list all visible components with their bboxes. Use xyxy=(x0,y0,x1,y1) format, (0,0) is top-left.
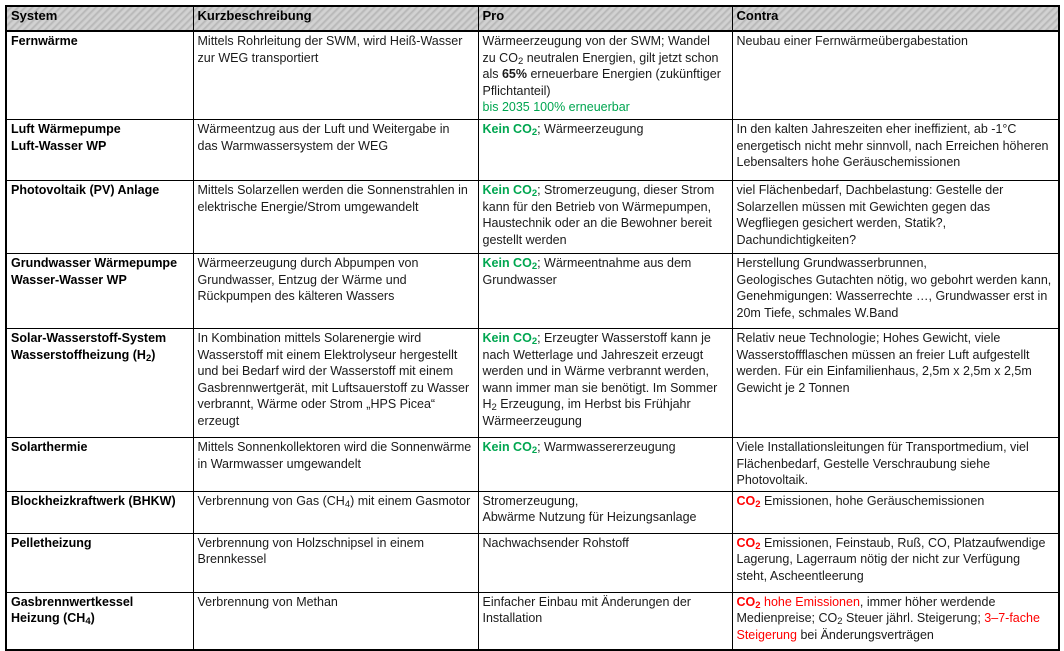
text-segment: Kein CO xyxy=(482,331,532,345)
cell-kurz xyxy=(193,533,478,592)
text-segment: Solarthermie xyxy=(11,440,88,454)
text-segment: 2 xyxy=(531,336,538,347)
text-segment: 65% xyxy=(501,67,527,81)
text-segment: ; Erzeugter Wasserstoff kann je nach Wetterlage und Jahreszeit erzeugt werden und in Wärme verbrannt werden, wann immer man sie benötigt. Im Sommer H xyxy=(482,331,718,411)
text-segment: ; Stromerzeugung, dieser Strom kann für den Betrieb von Wärmepumpen, Haustechnik oder an die Bewohner bereit gestellt werden xyxy=(482,183,715,247)
cell-paragraph xyxy=(483,33,727,99)
table-row xyxy=(6,491,1059,533)
cell-paragraph xyxy=(737,33,1054,50)
text-segment: neutralen Energien, gilt jetzt schon als xyxy=(482,50,719,81)
cell-pro xyxy=(478,31,732,120)
cell-paragraph xyxy=(11,121,188,138)
text-segment: Wärmeentzug aus der Luft und Weitergabe in das Warmwassersystem der WEG xyxy=(197,122,450,153)
cell-paragraph xyxy=(11,138,188,155)
cell-paragraph xyxy=(483,182,727,248)
cell-paragraph xyxy=(483,99,727,116)
text-segment: Gasbrennwertkessel xyxy=(11,594,134,609)
text-segment: bis 2035 100% erneuerbar xyxy=(482,100,630,114)
cell-paragraph xyxy=(11,347,188,364)
column-header-contra: Contra xyxy=(732,6,1059,31)
text-segment: , immer höher werdende Medienpreise; CO xyxy=(736,594,996,625)
text-segment: Wasser-Wasser WP xyxy=(11,272,127,287)
text-segment: ; Warmwassererzeugung xyxy=(537,440,676,454)
text-segment: Fernwärme xyxy=(11,34,78,48)
text-segment: 2 xyxy=(531,188,538,199)
text-segment: 4 xyxy=(85,616,91,627)
cell-pro xyxy=(478,491,732,533)
text-segment: Herstellung Grundwasserbrunnen, xyxy=(736,256,927,270)
cell-paragraph xyxy=(198,182,473,215)
cell-paragraph xyxy=(198,493,473,510)
cell-kurz xyxy=(193,254,478,329)
cell-paragraph xyxy=(483,330,727,429)
cell-kurz xyxy=(193,181,478,254)
text-segment: Abwärme Nutzung für Heizungsanlage xyxy=(482,510,697,524)
cell-system xyxy=(6,592,193,650)
text-segment: Mittels Solarzellen werden die Sonnenstrahlen in elektrische Energie/Strom umgewandelt xyxy=(197,183,468,214)
cell-kurz xyxy=(193,329,478,438)
text-segment: Mittels Rohrleitung der SWM, wird Heiß-Wasser zur WEG transportiert xyxy=(197,34,463,65)
table-row xyxy=(6,120,1059,181)
text-segment: Steuer jährl. Steigerung; xyxy=(842,611,985,625)
text-segment: Relativ neue Technologie; Hohes Gewicht, viele Wasserstoffflaschen müssen an freier Luft aufgestellt werden. Für ein Einfamilienhaus, 2,5m x 2,5m x 2,5m Gewicht je 2 Tonnen xyxy=(736,331,1032,395)
column-header-system: System xyxy=(6,6,193,31)
table-row xyxy=(6,533,1059,592)
cell-paragraph xyxy=(198,330,473,429)
text-segment: Geologisches Gutachten nötig, wo gebohrt werden kann, Genehmigungen: Wasserrechte …, Grundwasser erst in 20m Tiefe, schmales W.Band xyxy=(736,272,1052,320)
cell-paragraph xyxy=(483,493,727,510)
text-segment: ; Wärmeerzeugung xyxy=(537,122,644,136)
cell-paragraph xyxy=(483,255,727,288)
text-segment: 2 xyxy=(145,352,152,364)
cell-system xyxy=(6,120,193,181)
table-row xyxy=(6,254,1059,329)
text-segment: In den kalten Jahreszeiten eher ineffizient, ab -1°C energetisch nicht mehr sinnvoll, nach Erreichen höheren Lebensalters hohe Geräuschemissionen xyxy=(736,122,1049,169)
text-segment: Pelletheizung xyxy=(11,535,92,550)
text-segment: CO xyxy=(736,493,756,508)
cell-contra xyxy=(732,31,1059,120)
cell-paragraph xyxy=(737,121,1054,171)
table-header-row xyxy=(6,6,1059,31)
cell-contra xyxy=(732,533,1059,592)
system-comparison-table xyxy=(5,5,1060,651)
cell-paragraph xyxy=(737,272,1054,322)
text-segment: ) mit einem Gasmotor xyxy=(350,493,471,508)
text-segment: Verbrennung von Holzschnipsel in einem Brennkessel xyxy=(197,535,425,566)
text-segment: ) xyxy=(151,347,156,362)
text-segment: Verbrennung von Methan xyxy=(197,594,338,609)
cell-system xyxy=(6,533,193,592)
text-segment: viel Flächenbedarf, Dachbelastung: Gestelle der Solarzellen müssen mit Gewichten gegen das Wegfliegen gesichert werden, Statik?, Dachundichtigkeiten? xyxy=(736,183,1004,247)
cell-system xyxy=(6,329,193,438)
table-row xyxy=(6,329,1059,438)
cell-kurz xyxy=(193,438,478,492)
cell-paragraph xyxy=(11,272,188,289)
text-segment: CO xyxy=(736,594,756,609)
text-segment: Emissionen, hohe Geräuschemissionen xyxy=(760,493,985,508)
cell-kurz xyxy=(193,120,478,181)
text-segment: Verbrennung von Gas (CH xyxy=(197,493,345,508)
text-segment: Luft-Wasser WP xyxy=(11,138,107,153)
cell-paragraph xyxy=(483,535,727,552)
text-segment: In Kombination mittels Solarenergie wird Wasserstoff mit einem Elektrolyseur hergestellt und bei Bedarf wird der Wasserstoff mit einem Gasbrennwertgerät, mit Luftsauerstoff zu Wasser verbrannt, Wärme oder Strom „HPS Picea“ erzeugt xyxy=(197,331,470,428)
text-segment: Viele Installationsleitungen für Transportmedium, viel Flächenbedarf, Gestelle Verschraubung siehe Photovoltaik. xyxy=(736,440,1029,487)
cell-system xyxy=(6,181,193,254)
text-segment: erneuerbare Energien (zukünftiger Pflichtanteil) xyxy=(482,67,721,98)
text-segment: 2 xyxy=(517,55,524,67)
text-segment: 2 xyxy=(531,445,538,456)
cell-paragraph xyxy=(483,439,727,456)
cell-paragraph xyxy=(483,509,727,526)
cell-paragraph xyxy=(11,493,188,510)
cell-system xyxy=(6,254,193,329)
cell-paragraph xyxy=(737,594,1054,644)
text-segment: Blockheizkraftwerk (BHKW) xyxy=(11,493,176,508)
text-segment: Emissionen, Feinstaub, Ruß, CO, Platzaufwendige Lagerung, Lagerraum nötig der nicht zur Verfügung steht, Ascheentleerung xyxy=(736,535,1046,583)
cell-contra xyxy=(732,592,1059,650)
cell-pro xyxy=(478,329,732,438)
cell-system xyxy=(6,438,193,492)
text-segment: 3–7-fache Steigerung xyxy=(736,611,1040,642)
cell-paragraph xyxy=(737,255,1054,272)
text-segment: Kein CO xyxy=(482,256,532,270)
text-segment: 2 xyxy=(755,540,761,552)
text-segment: ) xyxy=(90,611,95,625)
cell-paragraph xyxy=(198,121,473,154)
cell-paragraph xyxy=(737,182,1054,248)
text-segment: Kein CO xyxy=(482,440,532,454)
table-row xyxy=(6,181,1059,254)
cell-paragraph xyxy=(11,610,188,627)
text-segment: Kein CO xyxy=(482,183,532,197)
cell-contra xyxy=(732,491,1059,533)
table-body xyxy=(6,31,1059,650)
cell-pro xyxy=(478,254,732,329)
table-row xyxy=(6,592,1059,650)
cell-paragraph xyxy=(737,330,1054,396)
text-segment: Luft Wärmepumpe xyxy=(11,122,121,136)
cell-paragraph xyxy=(198,439,473,472)
cell-kurz xyxy=(193,592,478,650)
text-segment: Wärmeerzeugung durch Abpumpen von Grundwasser, Entzug der Wärme und Rückpumpen des kälteren Wassers xyxy=(197,256,419,303)
cell-paragraph xyxy=(11,33,188,50)
cell-pro xyxy=(478,592,732,650)
cell-paragraph xyxy=(737,535,1054,585)
text-segment: Neubau einer Fernwärmeübergabestation xyxy=(736,34,968,48)
cell-paragraph xyxy=(198,535,473,568)
cell-paragraph xyxy=(737,439,1054,489)
text-segment: Solar-Wasserstoff-System xyxy=(11,331,167,345)
cell-paragraph xyxy=(11,439,188,456)
text-segment: Grundwasser Wärmepumpe xyxy=(11,256,178,270)
cell-paragraph xyxy=(198,594,473,611)
cell-kurz xyxy=(193,31,478,120)
text-segment: Wasserstoffheizung (H xyxy=(11,347,146,362)
text-segment: 2 xyxy=(755,498,761,510)
table-row xyxy=(6,438,1059,492)
column-header-pro: Pro xyxy=(478,6,732,31)
text-segment: Mittels Sonnenkollektoren wird die Sonnenwärme in Warmwasser umgewandelt xyxy=(197,440,472,471)
text-segment: Erzeugung, im Herbst bis Frühjahr Wärmeerzeugung xyxy=(482,397,691,428)
cell-paragraph xyxy=(11,255,188,272)
text-segment: 2 xyxy=(491,402,497,413)
cell-system xyxy=(6,31,193,120)
text-segment: 2 xyxy=(837,616,843,627)
cell-pro xyxy=(478,181,732,254)
text-segment: hohe Emissionen xyxy=(760,594,860,609)
text-segment: Wärmeerzeugung von der SWM; Wandel zu CO xyxy=(482,34,710,65)
text-segment: Photovoltaik (PV) Anlage xyxy=(11,183,160,197)
cell-paragraph xyxy=(11,535,188,552)
text-segment: 2 xyxy=(531,127,538,138)
cell-pro xyxy=(478,120,732,181)
cell-contra xyxy=(732,254,1059,329)
text-segment: 4 xyxy=(344,498,351,510)
cell-paragraph xyxy=(11,182,188,199)
text-segment: Nachwachsender Rohstoff xyxy=(482,535,629,550)
text-segment: Kein CO xyxy=(482,122,532,136)
text-segment: Stromerzeugung, xyxy=(482,493,579,508)
text-segment: 2 xyxy=(755,599,761,611)
cell-paragraph xyxy=(737,493,1054,510)
column-header-kurzbeschreibung: Kurzbeschreibung xyxy=(193,6,478,31)
cell-paragraph xyxy=(11,330,188,347)
cell-contra xyxy=(732,438,1059,492)
cell-system xyxy=(6,491,193,533)
text-segment: Einfacher Einbau mit Änderungen der Installation xyxy=(482,594,691,625)
table-row xyxy=(6,31,1059,120)
text-segment: CO xyxy=(736,535,756,550)
text-segment: bei Änderungsverträgen xyxy=(796,627,934,642)
cell-paragraph xyxy=(11,594,188,611)
cell-paragraph xyxy=(483,121,727,138)
cell-contra xyxy=(732,120,1059,181)
cell-pro xyxy=(478,533,732,592)
cell-pro xyxy=(478,438,732,492)
cell-contra xyxy=(732,181,1059,254)
cell-kurz xyxy=(193,491,478,533)
text-segment: Heizung (CH xyxy=(11,611,86,625)
text-segment: 2 xyxy=(531,261,538,272)
cell-paragraph xyxy=(198,33,473,66)
text-segment: ; Wärmeentnahme aus dem Grundwasser xyxy=(482,256,692,287)
cell-paragraph xyxy=(198,255,473,305)
cell-contra xyxy=(732,329,1059,438)
